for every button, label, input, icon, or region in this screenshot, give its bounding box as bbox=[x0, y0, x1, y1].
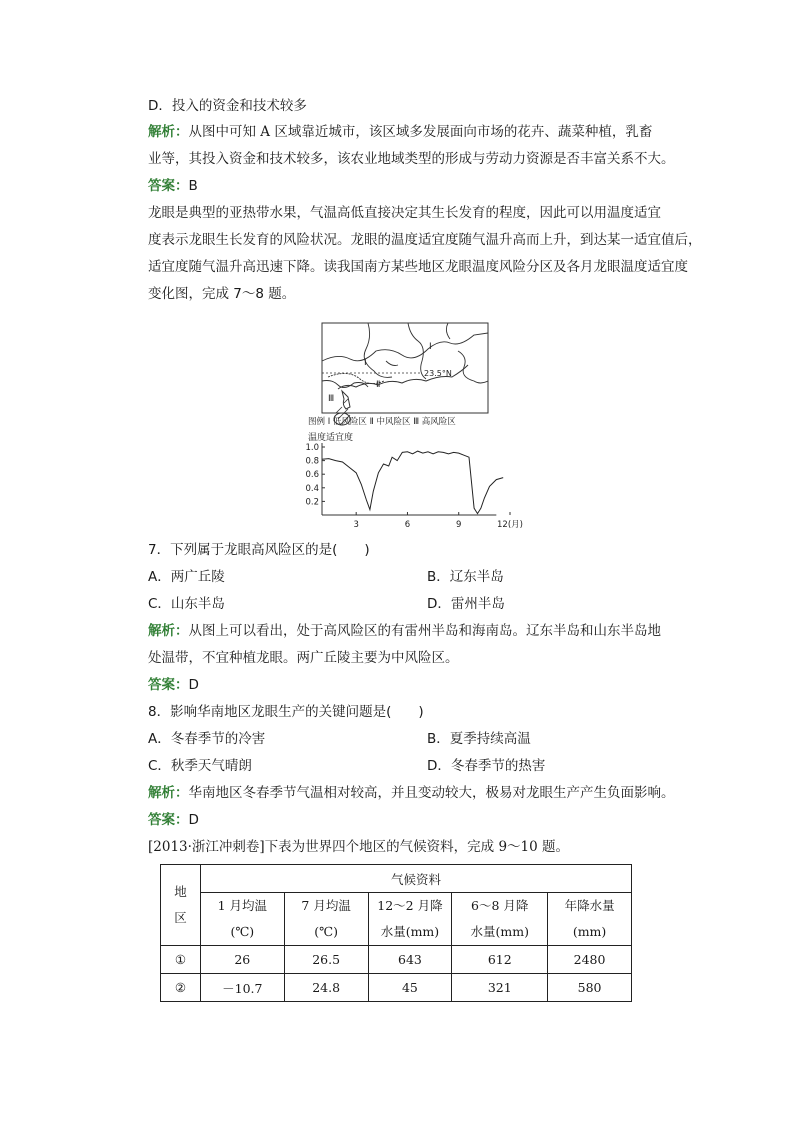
q8-option-a: A．冬春季节的冷害 bbox=[148, 731, 266, 747]
q6-answer: 答案：B bbox=[148, 178, 198, 194]
y-tick-label: 0.4 bbox=[305, 483, 319, 494]
cell-region: ② bbox=[161, 974, 201, 1002]
cell-region: ① bbox=[161, 946, 201, 974]
q6-option-d: D．投入的资金和技术较多 bbox=[148, 98, 307, 114]
col-header-annual-precip: 年降水量 (mm) bbox=[548, 893, 632, 946]
y-tick-label: 1.0 bbox=[305, 443, 319, 453]
map-frame bbox=[322, 323, 488, 413]
cell-summer: 612 bbox=[452, 946, 548, 974]
answer-value: B bbox=[188, 178, 198, 194]
group-header: 气候资料 bbox=[200, 865, 631, 893]
intro-line-1: 龙眼是典型的亚热带水果，气温高低直接决定其生长发育的程度，因此可以用温度适宜 bbox=[148, 205, 661, 221]
cell-jan: 26 bbox=[200, 946, 284, 974]
figure-svg bbox=[298, 321, 523, 530]
analysis-label: 解析 bbox=[148, 623, 175, 639]
chart-plot bbox=[305, 443, 523, 530]
col-header-winter-precip: 12～2 月降 水量(mm) bbox=[368, 893, 452, 946]
col-header-jan: 1 月均温 (℃) bbox=[200, 893, 284, 946]
x-tick-label: 9 bbox=[456, 520, 462, 530]
col-header-summer-precip: 6～8 月降 水量(mm) bbox=[452, 893, 548, 946]
x-tick-label: 6 bbox=[404, 520, 411, 530]
cell-winter: 643 bbox=[368, 946, 452, 974]
map-peninsula bbox=[342, 391, 350, 409]
analysis-text: 华南地区冬春季节气温相对较高，并且变动较大，极易对龙眼生产产生负面影响。 bbox=[188, 785, 675, 801]
cell-summer: 321 bbox=[452, 974, 548, 1002]
analysis-label: 解析 bbox=[148, 785, 175, 801]
analysis-text: 从图中可知 A 区域靠近城市，该区域多发展面向市场的花卉、蔬菜种植，乳畜 bbox=[188, 124, 653, 140]
answer-value: D bbox=[188, 677, 199, 693]
cell-winter: 45 bbox=[368, 974, 452, 1002]
x-tick-label: 12(月) bbox=[497, 520, 523, 530]
y-tick-label: 0.8 bbox=[305, 456, 319, 467]
map-boundary bbox=[322, 333, 488, 361]
q7-option-a: A．两广丘陵 bbox=[148, 569, 225, 585]
answer-label: 答案 bbox=[148, 812, 175, 828]
q8-option-b: B．夏季持续高温 bbox=[427, 731, 531, 747]
x-tick-label: 3 bbox=[353, 520, 359, 530]
table-row bbox=[161, 946, 632, 974]
q7-option-b: B．辽东半岛 bbox=[427, 569, 504, 585]
q6-analysis: 解析：从图中可知 A 区域靠近城市，该区域多发展面向市场的花卉、蔬菜种植，乳畜 bbox=[148, 124, 653, 140]
q7-analysis-line2: 处温带，不宜种植龙眼。两广丘陵主要为中风险区。 bbox=[148, 650, 459, 666]
map-legend: 图例 Ⅰ 低风险区 Ⅱ 中风险区 Ⅲ 高风险区 bbox=[308, 417, 456, 427]
q7-option-c: C．山东半岛 bbox=[148, 596, 225, 612]
intro-line-3: 适宜度随气温升高迅速下降。读我国南方某些地区龙眼温度风险分区及各月龙眼温度适宜度 bbox=[148, 259, 688, 275]
q8-option-c: C．秋季天气晴朗 bbox=[148, 758, 252, 774]
map-label-zone-1: Ⅰ bbox=[364, 358, 367, 368]
map-boundary bbox=[322, 361, 398, 388]
series-line bbox=[322, 451, 503, 513]
cell-annual: 580 bbox=[548, 974, 632, 1002]
y-tick-label: 0.6 bbox=[305, 470, 319, 481]
q7-stem: 7．下列属于龙眼高风险区的是( ) bbox=[148, 542, 370, 558]
intro-line-2: 度表示龙眼生长发育的风险状况。龙眼的温度适宜度随气温升高而上升，到达某一适宜值后， bbox=[148, 232, 702, 248]
q7-option-d: D．雷州半岛 bbox=[427, 596, 505, 612]
col-header-jul: 7 月均温 (℃) bbox=[284, 893, 368, 946]
table-row bbox=[161, 974, 632, 1002]
q6-analysis-line2: 业等，其投入资金和技术较多，该农业地域类型的形成与劳动力资源是否丰富关系不大。 bbox=[148, 151, 675, 167]
map-boundary bbox=[446, 323, 488, 383]
cell-jan: －10.7 bbox=[200, 974, 284, 1002]
chart-ylabel: 温度适宜度 bbox=[308, 433, 354, 443]
cell-annual: 2480 bbox=[548, 946, 632, 974]
q8-answer: 答案：D bbox=[148, 812, 199, 828]
map-label-zone-2: Ⅱ bbox=[376, 380, 381, 390]
q8-analysis: 解析：华南地区冬春季节气温相对较高，并且变动较大，极易对龙眼生产产生负面影响。 bbox=[148, 785, 675, 801]
answer-value: D bbox=[188, 812, 199, 828]
q8-option-d: D．冬春季节的热害 bbox=[427, 758, 546, 774]
q9-intro: [2013·浙江冲刺卷]下表为世界四个地区的气候资料，完成 9～10 题。 bbox=[148, 839, 570, 855]
climate-table bbox=[160, 864, 632, 1002]
cell-jul: 24.8 bbox=[284, 974, 368, 1002]
analysis-text: 从图上可以看出，处于高风险区的有雷州半岛和海南岛。辽东半岛和山东半岛地 bbox=[188, 623, 661, 639]
latitude-label: 23.5°N bbox=[424, 369, 452, 378]
figure-map-and-chart bbox=[298, 321, 523, 530]
map-label-zone-3: Ⅲ bbox=[328, 394, 335, 404]
region-header: 地 区 bbox=[161, 865, 201, 946]
analysis-label: 解析 bbox=[148, 124, 175, 140]
map-label-zone-1-east: Ⅰ bbox=[429, 342, 432, 352]
intro-line-4: 变化图，完成 7～8 题。 bbox=[148, 286, 296, 302]
q8-stem: 8．影响华南地区龙眼生产的关键问题是( ) bbox=[148, 704, 424, 720]
answer-label: 答案 bbox=[148, 178, 175, 194]
cell-jul: 26.5 bbox=[284, 946, 368, 974]
answer-label: 答案 bbox=[148, 677, 175, 693]
q7-answer: 答案：D bbox=[148, 677, 199, 693]
q7-analysis: 解析：从图上可以看出，处于高风险区的有雷州半岛和海南岛。辽东半岛和山东半岛地 bbox=[148, 623, 661, 639]
y-tick-label: 0.2 bbox=[305, 497, 319, 508]
